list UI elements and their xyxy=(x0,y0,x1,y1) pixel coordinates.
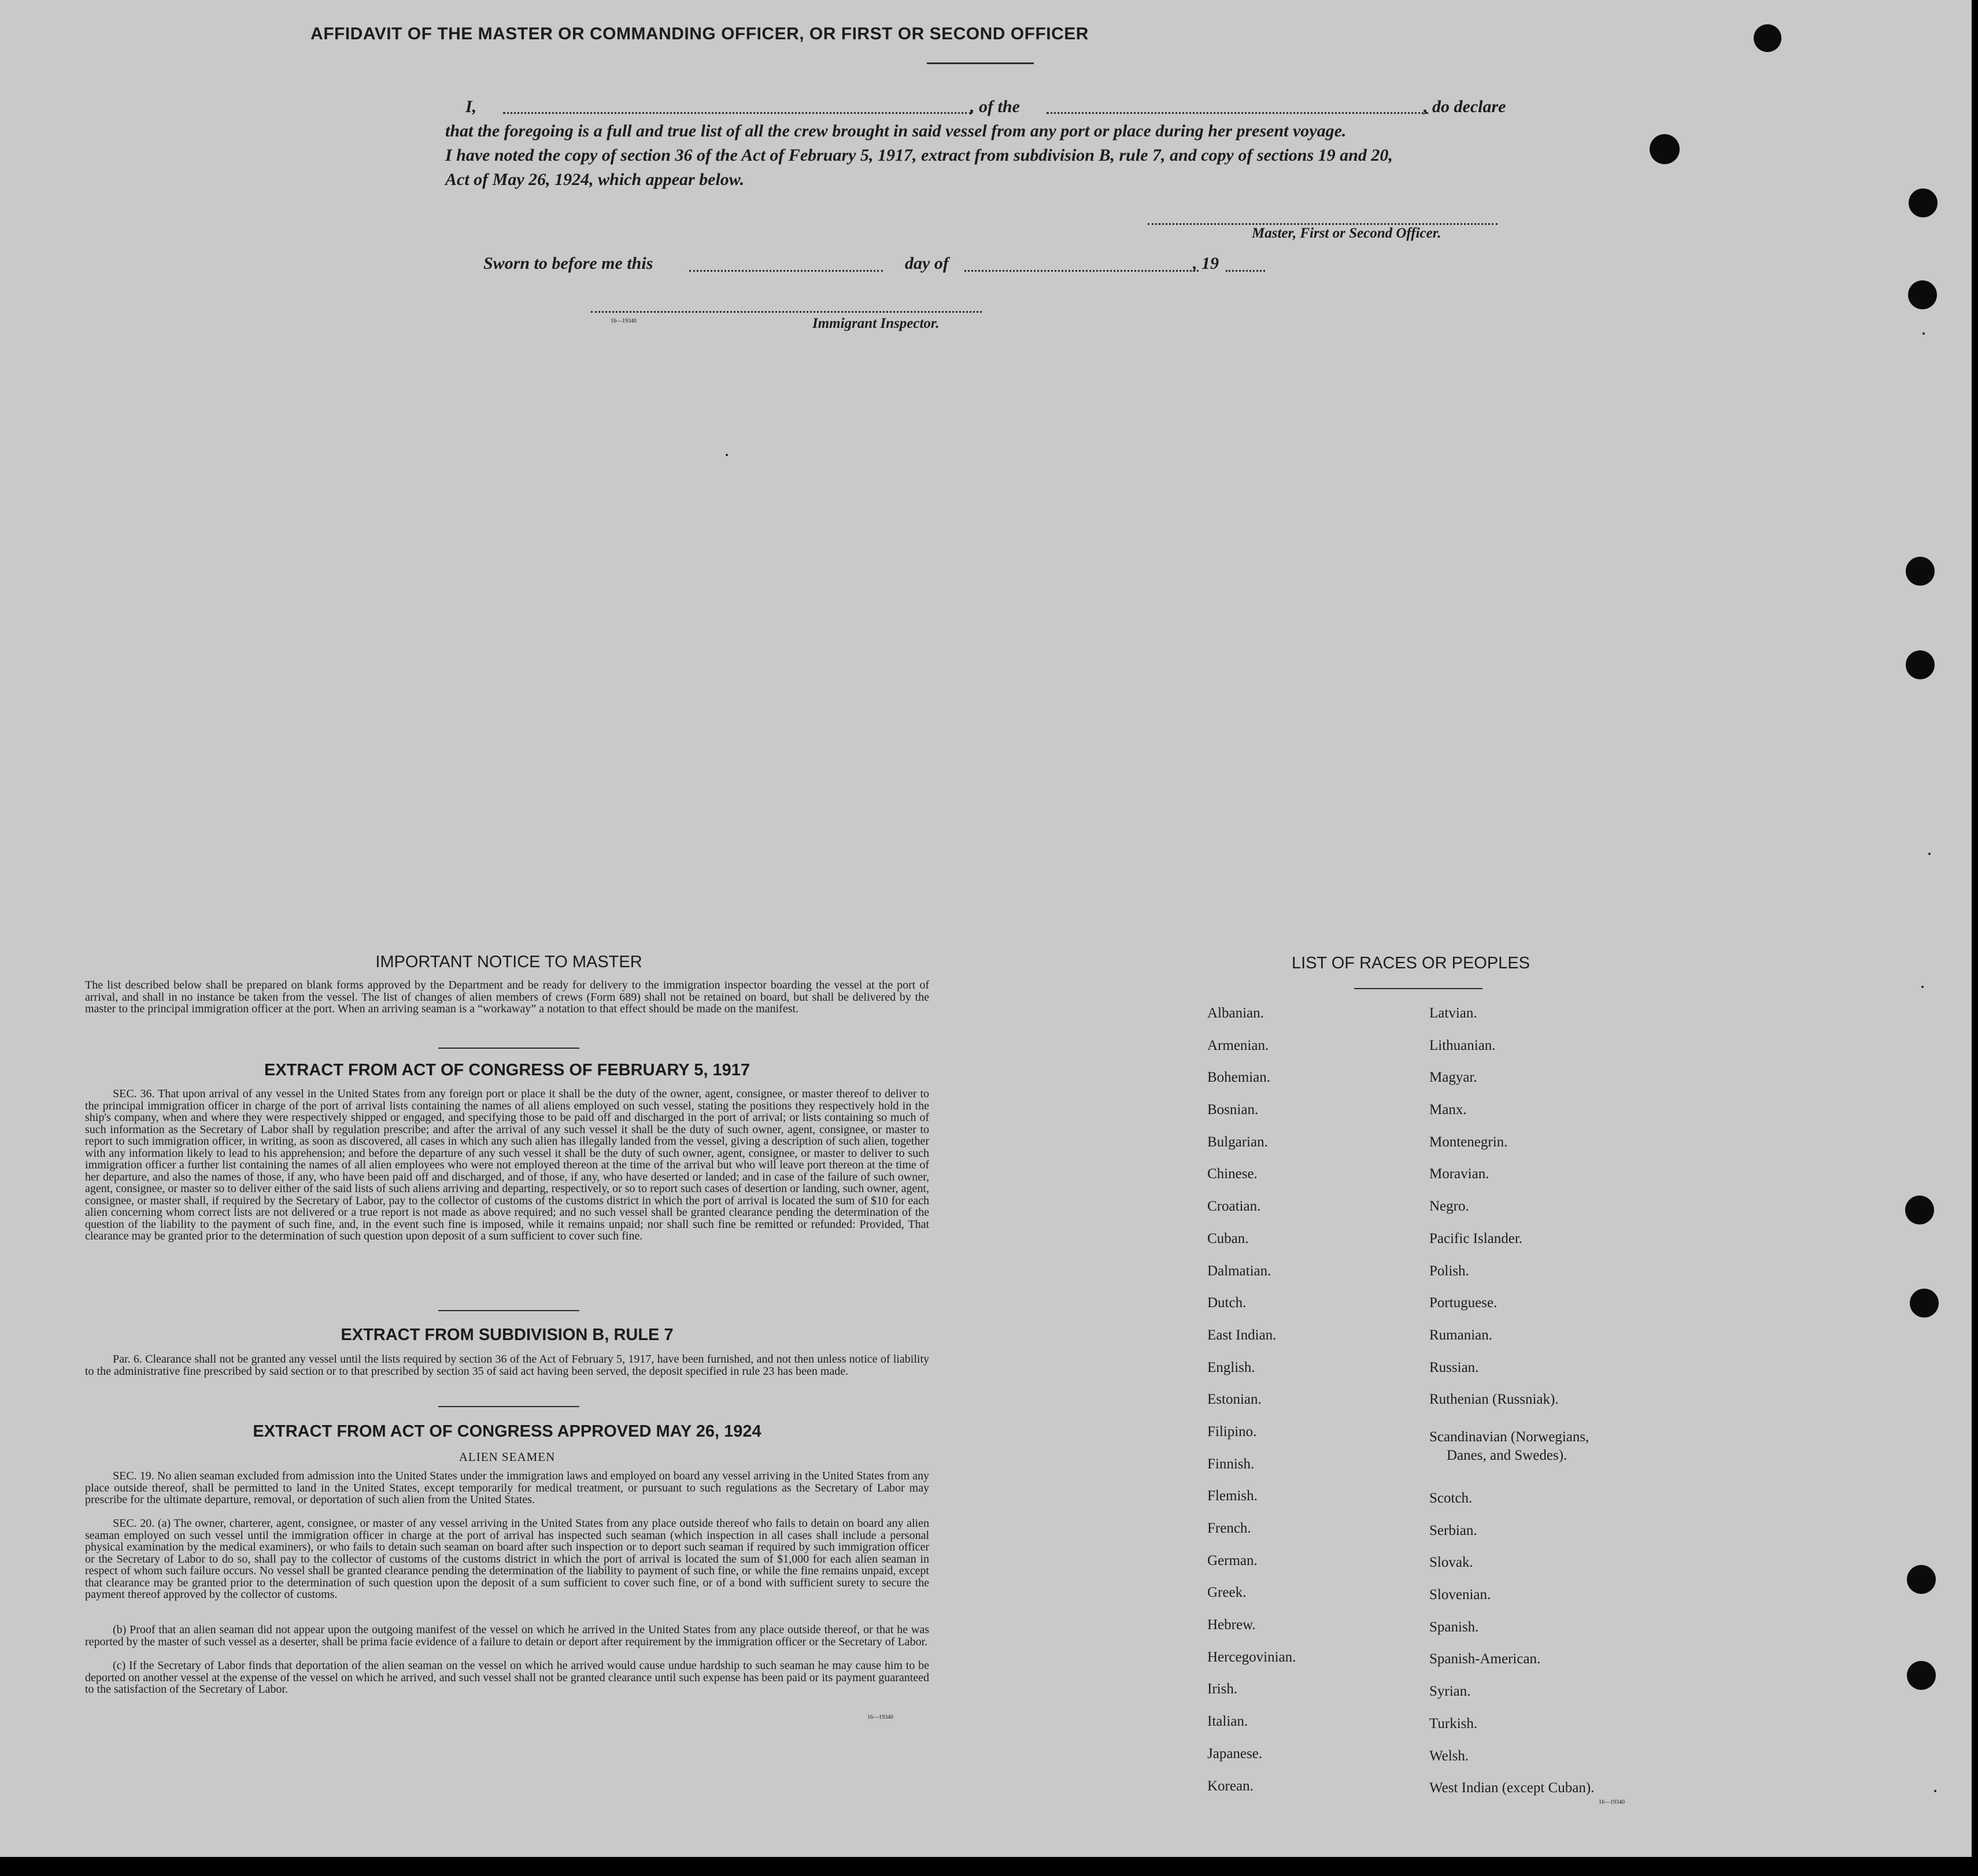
extract-1924-sec20b: (b) Proof that an alien seaman did not appear upon the outgoing manifest of the vessel on which he arrived in the United States from any place outside thereof, or that he was reported by the master of such vessel as a deserter, shall be prima facie evidence of a failure to detain or deport after requirement by the immigration officer or the Secretary of Labor. xyxy=(85,1623,929,1648)
race-item: Montenegrin. xyxy=(1429,1134,1508,1150)
race-item: Irish. xyxy=(1207,1681,1238,1697)
race-item: Chinese. xyxy=(1207,1166,1258,1182)
races-divider xyxy=(1354,988,1482,989)
affidavit-do-declare-label: , do declare xyxy=(1424,97,1506,116)
race-item: Latvian. xyxy=(1429,1005,1477,1021)
punch-hole xyxy=(1907,1661,1936,1690)
signature-line[interactable] xyxy=(1148,223,1498,225)
race-item: English. xyxy=(1207,1359,1255,1375)
race-item: Scotch. xyxy=(1429,1490,1473,1506)
inspector-caption: Immigrant Inspector. xyxy=(812,316,940,331)
race-item: German. xyxy=(1207,1552,1258,1568)
title-divider xyxy=(927,62,1034,64)
extract-rule7-body: Par. 6. Clearance shall not be granted any vessel until the lists required by section 36 of the Act of February 5, 1917, have been furnished, and not then unless notice of liability to the administrative fine prescribed by said section or to that prescribed by section 35 of said act having been served, the deposit specified in rule 23 has been made. xyxy=(85,1353,929,1378)
inspector-signature-line[interactable] xyxy=(591,311,982,313)
affidavit-line-2: that the foregoing is a full and true list of all the crew brought in said vessel from any port or place during her present voyage. xyxy=(445,121,1347,140)
race-item: Ruthenian (Russniak). xyxy=(1429,1392,1559,1408)
race-item: Flemish. xyxy=(1207,1488,1258,1504)
scandinavian-line-1: Scandinavian (Norwegians, xyxy=(1429,1429,1589,1445)
race-item: Pacific Islander. xyxy=(1429,1230,1523,1246)
race-item: West Indian (except Cuban). xyxy=(1429,1780,1595,1796)
race-item: Dutch. xyxy=(1207,1295,1247,1311)
race-item: Croatian. xyxy=(1207,1198,1261,1215)
race-item: Dalmatian. xyxy=(1207,1263,1271,1279)
punch-hole xyxy=(1907,1565,1936,1594)
affidavit-line-4: Act of May 26, 1924, which appear below. xyxy=(445,170,745,189)
notice-body: The list described below shall be prepared on blank forms approved by the Department and be ready for delivery to the immigration inspector boarding the vessel at the port of arrival, and shall in no instance be taken from the vessel. The list of changes of alien members of crews (Form 689) shall not be retained on board, but shall be delivered by the master to the principal immigration officer at the port. When an arriving seaman is a “workaway” a notation to that effect should be made on the manifest. xyxy=(85,979,929,1015)
form-number-top: 16—19340 xyxy=(611,318,637,324)
vessel-field[interactable] xyxy=(1047,112,1428,114)
race-item: Syrian. xyxy=(1429,1683,1471,1700)
race-item: East Indian. xyxy=(1207,1327,1277,1343)
extract-1924-title: EXTRACT FROM ACT OF CONGRESS APPROVED MAY 26, 1924 xyxy=(253,1422,761,1441)
affidavit-title: AFFIDAVIT OF THE MASTER OR COMMANDING OFFICER, OR FIRST OR SECOND OFFICER xyxy=(310,24,1089,43)
race-item: Welsh. xyxy=(1429,1748,1469,1764)
race-item: Finnish. xyxy=(1207,1456,1255,1472)
divider-3 xyxy=(438,1406,579,1407)
speck xyxy=(1922,332,1925,335)
sworn-label: Sworn to before me this xyxy=(483,254,653,273)
race-item: Korean. xyxy=(1207,1778,1254,1794)
affidavit-line-3: I have noted the copy of section 36 of the Act of February 5, 1917, extract from subdivision B, rule 7, and copy of sections 19 and 20, xyxy=(445,146,1393,165)
divider-1 xyxy=(438,1048,579,1049)
race-item: Bohemian. xyxy=(1207,1070,1271,1086)
notice-title: IMPORTANT NOTICE TO MASTER xyxy=(375,953,642,971)
race-item: Magyar. xyxy=(1429,1070,1477,1086)
scandinavian-line-2: Danes, and Swedes). xyxy=(1447,1448,1567,1463)
punch-hole xyxy=(1909,188,1938,217)
race-item: Bosnian. xyxy=(1207,1102,1259,1118)
race-item: French. xyxy=(1207,1520,1251,1536)
race-item: Rumanian. xyxy=(1429,1327,1493,1343)
races-right-column-b xyxy=(1429,1482,1594,1804)
race-item: Bulgarian. xyxy=(1207,1134,1268,1150)
race-item: Slovak. xyxy=(1429,1555,1473,1571)
divider-2 xyxy=(438,1310,579,1311)
affidavit-i-label: I, xyxy=(465,97,477,116)
form-number-left: 16—19340 xyxy=(867,1714,893,1720)
sworn-month-field[interactable] xyxy=(964,270,1199,272)
sworn-day-field[interactable] xyxy=(689,270,883,272)
day-of-label: day of xyxy=(905,254,949,273)
race-item: Lithuanian. xyxy=(1429,1037,1496,1053)
race-item: Portuguese. xyxy=(1429,1295,1498,1311)
speck xyxy=(726,454,728,456)
race-item: Greek. xyxy=(1207,1585,1247,1601)
race-item: Russian. xyxy=(1429,1359,1479,1375)
race-item: Italian. xyxy=(1207,1714,1248,1730)
race-item: Turkish. xyxy=(1429,1715,1478,1731)
race-item: Spanish. xyxy=(1429,1619,1479,1635)
declarant-name-field[interactable] xyxy=(503,112,971,114)
speck xyxy=(1934,1790,1936,1792)
race-item: Cuban. xyxy=(1207,1230,1249,1246)
speck xyxy=(1928,853,1931,855)
race-item: Polish. xyxy=(1429,1263,1469,1279)
punch-hole xyxy=(1910,1289,1939,1318)
punch-hole xyxy=(1905,1196,1934,1224)
extract-1924-subtitle: ALIEN SEAMEN xyxy=(459,1450,556,1464)
race-item: Slovenian. xyxy=(1429,1587,1491,1603)
punch-hole xyxy=(1650,134,1680,164)
punch-hole xyxy=(1908,280,1937,309)
race-item-scandinavian xyxy=(1429,1428,1589,1465)
races-right-column-a xyxy=(1429,997,1559,1416)
extract-rule7-title: EXTRACT FROM SUBDIVISION B, RULE 7 xyxy=(341,1326,674,1344)
race-item: Serbian. xyxy=(1429,1522,1477,1538)
extract-1924-sec19: SEC. 19. No alien seaman excluded from admission into the United States under the immigration laws and employed on board any vessel arriving in the United States from any place outside thereof, shall be permitted to land in the United States, except temporarily for medical treatment, or pursuant to such regulations as the Secretary of Labor may prescribe for the ultimate departure, removal, or deportation of such alien from the United States. xyxy=(85,1470,929,1506)
punch-hole xyxy=(1906,557,1935,586)
race-item: Spanish-American. xyxy=(1429,1651,1541,1667)
extract-1924-sec20c: (c) If the Secretary of Labor finds that deportation of the alien seaman on the vessel on which he arrived would cause undue hardship to such seaman he may cause him to be deported on another vessel at the expense of the vessel on which he arrived, and such vessel shall not be granted clearance until such expense has been paid or its payment guaranteed to the satisfaction of the Secretary of Labor. xyxy=(85,1659,929,1696)
race-item: Negro. xyxy=(1429,1198,1469,1215)
extract-1917-title: EXTRACT FROM ACT OF CONGRESS OF FEBRUARY 5, 1917 xyxy=(264,1061,750,1079)
punch-hole xyxy=(1906,650,1935,679)
punch-hole xyxy=(1754,24,1781,52)
race-item: Albanian. xyxy=(1207,1005,1264,1021)
races-left-column xyxy=(1207,997,1296,1802)
extract-1917-body: SEC. 36. That upon arrival of any vessel in the United States from any foreign port or place it shall be the duty of the owner, agent, consignee, or master thereof to deliver to the principal immigration officer in charge of the port of arrival lists containing the names of all aliens employed on such vessel, stating the positions they respectively hold in the ship's company, when and where they were respectively shipped or engaged, and specifying those to be paid off and discharged in the port of arrival; or lists containing so much of such information as the Secretary of Labor shall by regulation prescribe; and after the arrival of any such vessel it shall be the duty of such owner, agent, consignee, or master to report to such immigration officer, in writing, as soon as discovered, all cases in which any such alien has illegally landed from the vessel, giving a description of such alien, together with any information likely to lead to his apprehension; and before the departure of any such vessel it shall be the duty of such owner, agent, consignee, or master to deliver to such immigration officer a further list containing the names of all alien employees who were not employed thereon at the time of the arrival but who will leave port thereon at the time of her departure, and also the names of those, if any, who have been paid off and discharged, and of those, if any, who have deserted or landed; and in case of the failure of such owner, agent, consignee, or master so to deliver either of the said lists of such aliens arriving and departing, respectively, or so to report such cases of desertion or landing, such owner, agent, consignee, or master shall, if required by the Secretary of Labor, pay to the collector of customs of the customs district in which the port of arrival is located the sum of $10 for each alien concerning whom correct lists are not delivered or a true report is not made as above required; and no such vessel shall be granted clearance pending the determination of the question of the liability to the payment of such fine, and, in the event such fine is imposed, while it remains unpaid; nor shall such fine be remitted or refunded: Provided, That clearance may be granted prior to the determination of such question upon deposit of a sum sufficient to cover such fine. xyxy=(85,1087,929,1242)
race-item: Moravian. xyxy=(1429,1166,1489,1182)
race-item: Japanese. xyxy=(1207,1745,1263,1762)
race-item: Filipino. xyxy=(1207,1423,1257,1440)
race-item: Manx. xyxy=(1429,1102,1467,1118)
extract-1924-sec20a: SEC. 20. (a) The owner, charterer, agent, consignee, or master of any vessel arriving in the United States from any place outside thereof who fails to detain on board any alien seaman employed on such vessel until the immigration officer in charge at the port of arrival has inspected such seaman (which inspection in all cases shall include a personal physical examination by the medical examiners), or who fails to detain such seaman on board after such inspection or to deport such seaman if required by such immigration officer or the Secretary of Labor to do so, shall pay to the collector of customs of the customs district in which the port of arrival is located the sum of $1,000 for each alien seaman in respect of whom such failure occurs. No vessel shall be granted clearance pending the determination of the liability to payment of such fine, or while the fine remains unpaid, except that clearance may be granted prior to the determination of such question upon the deposit of a sum sufficient to cover such fine, or of a bond with sufficient surety to secure the payment thereof approved by the collector of customs. xyxy=(85,1517,929,1601)
race-item: Armenian. xyxy=(1207,1037,1269,1053)
year-label: , 19 xyxy=(1193,254,1219,273)
affidavit-of-the-label: , of the xyxy=(970,97,1020,116)
race-item: Estonian. xyxy=(1207,1392,1262,1408)
races-title: LIST OF RACES OR PEOPLES xyxy=(1291,954,1530,972)
speck xyxy=(1921,986,1924,988)
sworn-year-field[interactable] xyxy=(1226,270,1265,272)
form-number-right: 16—19340 xyxy=(1599,1799,1625,1805)
race-item: Hercegovinian. xyxy=(1207,1649,1296,1665)
signature-caption: Master, First or Second Officer. xyxy=(1252,225,1441,241)
race-item: Hebrew. xyxy=(1207,1617,1256,1633)
